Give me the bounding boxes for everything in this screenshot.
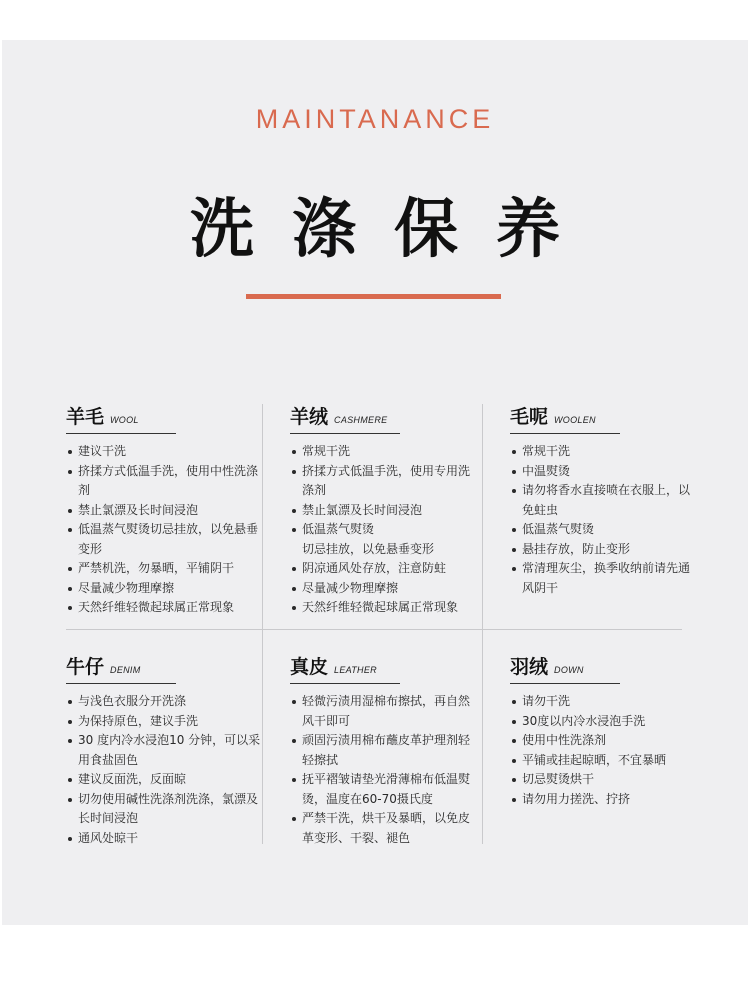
care-card-leather — [290, 652, 470, 848]
card-title: 真皮 — [290, 656, 329, 678]
card-header — [66, 402, 176, 434]
care-card-cashmere — [290, 402, 470, 618]
care-list-item: 为保持原色，建议手洗 — [66, 712, 261, 732]
care-list-item: 与浅色衣服分开洗涤 — [66, 692, 261, 712]
card-subtitle: DENIM — [110, 665, 141, 675]
care-list — [66, 692, 261, 848]
card-title: 羊绒 — [290, 406, 329, 428]
english-title: MAINTANANCE — [255, 104, 495, 134]
care-list-item: 天然纤维轻微起球属正常现象 — [66, 598, 261, 618]
card-subtitle: DOWN — [554, 665, 584, 675]
care-list-item: 禁止氯漂及长时间浸泡 — [290, 501, 470, 521]
care-list-item: 低温蒸气熨烫切忌挂放，以免悬垂变形 — [66, 520, 261, 559]
card-subtitle: WOOL — [110, 415, 139, 425]
chinese-title: 洗涤保养 — [190, 193, 598, 267]
care-list-item: 建议干洗 — [66, 442, 261, 462]
card-subtitle: WOOLEN — [554, 415, 596, 425]
care-card-woolen — [510, 402, 690, 598]
care-list-item: 严禁机洗，勿暴晒，平铺阴干 — [66, 559, 261, 579]
card-title: 牛仔 — [66, 656, 105, 678]
card-subtitle: LEATHER — [334, 665, 377, 675]
card-title: 毛呢 — [510, 406, 549, 428]
card-header — [290, 402, 400, 434]
care-list-item: 常规干洗 — [290, 442, 470, 462]
column-divider — [262, 404, 263, 844]
care-list-item: 挤揉方式低温手洗，使用中性洗涤剂 — [66, 462, 261, 501]
care-list-item: 建议反面洗，反面晾 — [66, 770, 261, 790]
care-list-item: 轻微污渍用湿棉布擦拭，再自然风干即可 — [290, 692, 470, 731]
care-list-item: 30度以内冷水浸泡手洗 — [510, 712, 690, 732]
care-list-item: 低温蒸气熨烫 切忌挂放，以免悬垂变形 — [290, 520, 470, 559]
care-list-item: 禁止氯漂及长时间浸泡 — [66, 501, 261, 521]
care-list-item: 悬挂存放，防止变形 — [510, 540, 690, 560]
care-list-item: 天然纤维轻微起球属正常现象 — [290, 598, 470, 618]
care-list-item: 请勿干洗 — [510, 692, 690, 712]
care-list-item: 使用中性洗涤剂 — [510, 731, 690, 751]
care-list-item: 切忌熨烫烘干 — [510, 770, 690, 790]
care-list-item: 低温蒸气熨烫 — [510, 520, 690, 540]
care-list-item: 30 度内冷水浸泡10 分钟，可以采用食盐固色 — [66, 731, 261, 770]
care-list — [290, 692, 470, 848]
care-list-item: 中温熨烫 — [510, 462, 690, 482]
care-list-item: 请勿将香水直接喷在衣服上，以免蛀虫 — [510, 481, 690, 520]
care-list-item: 严禁干洗，烘干及暴晒，以免皮革变形、干裂、褪色 — [290, 809, 470, 848]
care-card-denim — [66, 652, 261, 848]
care-list — [290, 442, 470, 618]
card-title: 羊毛 — [66, 406, 105, 428]
card-header — [66, 652, 176, 684]
care-list — [510, 692, 690, 809]
card-header — [290, 652, 400, 684]
row-divider — [66, 629, 682, 630]
card-header — [510, 402, 620, 434]
card-header — [510, 652, 620, 684]
care-list-item: 尽量减少物理摩擦 — [290, 579, 470, 599]
care-list-item: 阴凉通风处存放，注意防蛀 — [290, 559, 470, 579]
care-list-item: 常规干洗 — [510, 442, 690, 462]
care-list-item: 切勿使用碱性洗涤剂洗涤，氯漂及长时间浸泡 — [66, 790, 261, 829]
card-subtitle: CASHMERE — [334, 415, 388, 425]
care-list-item: 尽量减少物理摩擦 — [66, 579, 261, 599]
card-title: 羽绒 — [510, 656, 549, 678]
care-list-item: 抚平褶皱请垫光滑薄棉布低温熨烫，温度在60-70摄氏度 — [290, 770, 470, 809]
care-list-item: 常清理灰尘，换季收纳前请先通风阴干 — [510, 559, 690, 598]
title-accent-bar — [246, 294, 501, 299]
care-list-item: 通风处晾干 — [66, 829, 261, 849]
care-list-item: 平铺或挂起晾晒，不宜暴晒 — [510, 751, 690, 771]
care-list — [66, 442, 261, 618]
care-card-down — [510, 652, 690, 809]
column-divider — [482, 404, 483, 844]
care-list-item: 顽固污渍用棉布蘸皮革护理剂轻轻擦拭 — [290, 731, 470, 770]
care-list-item: 挤揉方式低温手洗，使用专用洗涤剂 — [290, 462, 470, 501]
care-list — [510, 442, 690, 598]
care-list-item: 请勿用力搓洗、拧挤 — [510, 790, 690, 810]
care-card-wool — [66, 402, 261, 618]
